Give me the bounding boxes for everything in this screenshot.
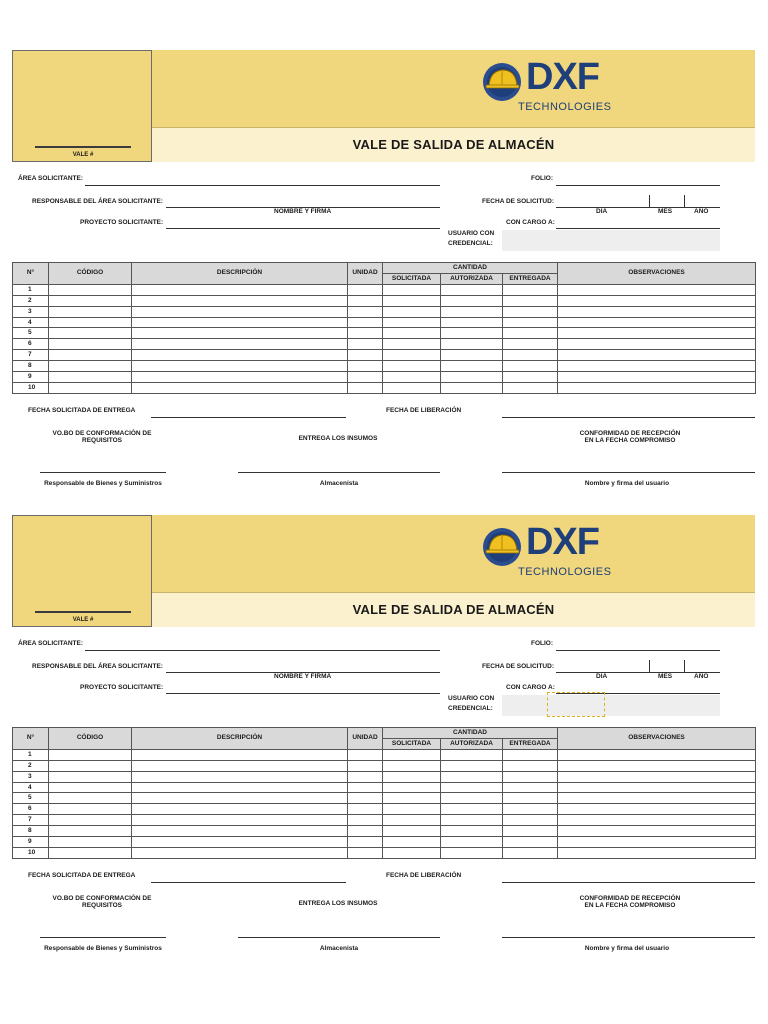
row-number: 10 <box>13 382 49 393</box>
form-title: VALE DE SALIDA DE ALMACÉN <box>352 137 555 152</box>
table-cell[interactable] <box>503 284 558 295</box>
table-cell[interactable] <box>49 771 132 782</box>
vale-number-box <box>12 50 152 162</box>
table-cell[interactable] <box>441 295 503 306</box>
table-cell[interactable] <box>132 284 348 295</box>
table-cell[interactable] <box>348 328 383 339</box>
row-number: 5 <box>13 328 49 339</box>
table-cell[interactable] <box>558 793 756 804</box>
usuario-label: USUARIO CON <box>448 695 495 702</box>
folio-input-line[interactable] <box>556 650 720 651</box>
table-cell[interactable] <box>132 771 348 782</box>
table-cell[interactable] <box>503 771 558 782</box>
vobo-label <box>32 430 172 444</box>
table-cell[interactable] <box>132 295 348 306</box>
credencial-input[interactable] <box>502 230 720 251</box>
table-cell[interactable] <box>132 328 348 339</box>
table-cell[interactable] <box>383 361 441 372</box>
vale-number-label: VALE # <box>72 617 94 623</box>
header-unidad: UNIDAD <box>348 263 383 285</box>
table-cell[interactable] <box>383 760 441 771</box>
row-number: 2 <box>13 760 49 771</box>
table-row <box>13 372 756 383</box>
conformidad-label-line-2: EN LA FECHA COMPROMISO <box>584 437 676 444</box>
table-cell[interactable] <box>383 295 441 306</box>
table-cell[interactable] <box>132 749 348 760</box>
table-cell[interactable] <box>132 350 348 361</box>
vobo-label-line-1: VO.BO DE CONFORMACIÓN DE <box>52 430 152 437</box>
header-autorizada: AUTORIZADA <box>441 738 503 749</box>
usuario-label: USUARIO CON <box>448 230 495 237</box>
table-cell[interactable] <box>348 382 383 393</box>
conformidad-label <box>560 430 700 444</box>
table-cell[interactable] <box>558 317 756 328</box>
conformidad-label-line-2: EN LA FECHA COMPROMISO <box>584 902 676 909</box>
table-cell[interactable] <box>503 837 558 848</box>
table-cell[interactable] <box>49 317 132 328</box>
header-num: N° <box>13 263 49 285</box>
conformidad-label-line-1: CONFORMIDAD DE RECEPCIÓN <box>579 430 681 437</box>
table-cell[interactable] <box>348 749 383 760</box>
fecha-entrega-label: FECHA SOLICITADA DE ENTREGA <box>28 407 136 414</box>
table-cell[interactable] <box>558 361 756 372</box>
table-cell[interactable] <box>348 317 383 328</box>
table-cell[interactable] <box>558 837 756 848</box>
table-cell[interactable] <box>49 826 132 837</box>
table-cell[interactable] <box>132 760 348 771</box>
header-observaciones: OBSERVACIONES <box>558 263 756 285</box>
table-cell[interactable] <box>383 837 441 848</box>
nombre-firma-label: NOMBRE Y FIRMA <box>274 673 332 680</box>
table-cell[interactable] <box>558 306 756 317</box>
conformidad-label-line-1: CONFORMIDAD DE RECEPCIÓN <box>579 895 681 902</box>
table-cell[interactable] <box>132 837 348 848</box>
table-cell[interactable] <box>558 826 756 837</box>
table-cell[interactable] <box>383 372 441 383</box>
table-row <box>13 760 756 771</box>
table-cell[interactable] <box>348 361 383 372</box>
logo-sub-text: TECHNOLOGIES <box>518 101 612 113</box>
table-cell[interactable] <box>383 317 441 328</box>
credencial-input[interactable] <box>502 695 720 716</box>
header-cantidad: CANTIDAD <box>383 728 558 739</box>
con-cargo-input-line[interactable] <box>556 228 720 229</box>
nombre-firma-label: NOMBRE Y FIRMA <box>274 208 332 215</box>
table-cell[interactable] <box>132 815 348 826</box>
vobo-label-line-1: VO.BO DE CONFORMACIÓN DE <box>52 895 152 902</box>
proyecto-label: PROYECTO SOLICITANTE: <box>80 219 164 226</box>
signature-line-2[interactable] <box>238 937 440 938</box>
table-cell[interactable] <box>383 350 441 361</box>
header-num: N° <box>13 728 49 750</box>
table-cell[interactable] <box>441 372 503 383</box>
row-number: 6 <box>13 339 49 350</box>
table-cell[interactable] <box>441 837 503 848</box>
table-cell[interactable] <box>441 317 503 328</box>
fecha-entrega-label: FECHA SOLICITADA DE ENTREGA <box>28 872 136 879</box>
header-entregada: ENTREGADA <box>503 738 558 749</box>
header-autorizada: AUTORIZADA <box>441 273 503 284</box>
table-cell[interactable] <box>383 328 441 339</box>
row-number: 5 <box>13 793 49 804</box>
table-cell[interactable] <box>132 382 348 393</box>
table-cell[interactable] <box>49 847 132 858</box>
vale-form-2 <box>12 515 755 960</box>
header-descripcion: DESCRIPCIÓN <box>132 263 348 285</box>
date-divider-1 <box>649 195 650 207</box>
fecha-liberacion-input-line[interactable] <box>502 882 755 883</box>
proyecto-input-line[interactable] <box>166 228 440 229</box>
signature-line-1[interactable] <box>40 937 166 938</box>
table-cell[interactable] <box>348 295 383 306</box>
vale-number-label: VALE # <box>72 152 94 158</box>
table-cell[interactable] <box>49 382 132 393</box>
table-cell[interactable] <box>49 815 132 826</box>
vobo-label <box>32 895 172 909</box>
table-cell[interactable] <box>49 361 132 372</box>
table-cell[interactable] <box>503 382 558 393</box>
table-cell[interactable] <box>503 793 558 804</box>
items-table-body <box>13 749 756 858</box>
selection-outline <box>547 692 605 717</box>
table-cell[interactable] <box>441 782 503 793</box>
table-row <box>13 804 756 815</box>
table-cell[interactable] <box>383 815 441 826</box>
table-cell[interactable] <box>49 306 132 317</box>
table-cell[interactable] <box>49 760 132 771</box>
table-cell[interactable] <box>503 350 558 361</box>
header-codigo: CÓDIGO <box>49 728 132 750</box>
row-number: 4 <box>13 317 49 328</box>
table-cell[interactable] <box>441 306 503 317</box>
table-cell[interactable] <box>441 339 503 350</box>
table-cell[interactable] <box>348 804 383 815</box>
table-row <box>13 771 756 782</box>
row-number: 6 <box>13 804 49 815</box>
row-number: 1 <box>13 284 49 295</box>
items-table <box>12 262 756 394</box>
table-cell[interactable] <box>441 284 503 295</box>
table-cell[interactable] <box>503 815 558 826</box>
responsable-label: RESPONSABLE DEL ÁREA SOLICITANTE: <box>32 663 163 670</box>
area-input-line[interactable] <box>85 650 440 651</box>
table-cell[interactable] <box>49 339 132 350</box>
table-cell[interactable] <box>132 339 348 350</box>
table-row <box>13 793 756 804</box>
area-label: ÁREA SOLICITANTE: <box>18 175 83 182</box>
date-divider-2 <box>684 195 685 207</box>
table-cell[interactable] <box>132 826 348 837</box>
table-cell[interactable] <box>132 306 348 317</box>
title-band <box>152 127 755 162</box>
logo-main-text: DXF <box>526 521 599 563</box>
row-number: 2 <box>13 295 49 306</box>
items-table-body <box>13 284 756 393</box>
table-cell[interactable] <box>441 361 503 372</box>
table-cell[interactable] <box>49 350 132 361</box>
table-cell[interactable] <box>503 826 558 837</box>
table-cell[interactable] <box>132 847 348 858</box>
vale-number-line <box>35 611 131 613</box>
table-cell[interactable] <box>383 847 441 858</box>
entrega-insumos-label: ENTREGA LOS INSUMOS <box>298 435 378 442</box>
table-row <box>13 317 756 328</box>
table-cell[interactable] <box>441 760 503 771</box>
form-header <box>12 515 755 628</box>
table-cell[interactable] <box>49 749 132 760</box>
table-cell[interactable] <box>383 826 441 837</box>
con-cargo-label: CON CARGO A: <box>506 684 555 691</box>
table-cell[interactable] <box>558 847 756 858</box>
table-cell[interactable] <box>383 793 441 804</box>
table-cell[interactable] <box>348 826 383 837</box>
signature-label-2: Almacenista <box>319 945 359 952</box>
header-unidad: UNIDAD <box>348 728 383 750</box>
fecha-liberacion-label: FECHA DE LIBERACIÓN <box>386 872 462 879</box>
table-cell[interactable] <box>348 782 383 793</box>
table-cell[interactable] <box>132 372 348 383</box>
table-cell[interactable] <box>503 339 558 350</box>
entrega-insumos-label: ENTREGA LOS INSUMOS <box>298 900 378 907</box>
table-cell[interactable] <box>49 372 132 383</box>
header-observaciones: OBSERVACIONES <box>558 728 756 750</box>
table-cell[interactable] <box>441 793 503 804</box>
items-table <box>12 727 756 859</box>
table-cell[interactable] <box>441 847 503 858</box>
header-cantidad: CANTIDAD <box>383 263 558 274</box>
vobo-label-line-2: REQUISITOS <box>82 437 122 444</box>
table-cell[interactable] <box>558 749 756 760</box>
table-row <box>13 339 756 350</box>
table-cell[interactable] <box>558 815 756 826</box>
header-codigo: CÓDIGO <box>49 263 132 285</box>
con-cargo-label: CON CARGO A: <box>506 219 555 226</box>
table-cell[interactable] <box>441 826 503 837</box>
table-cell[interactable] <box>558 771 756 782</box>
table-cell[interactable] <box>503 306 558 317</box>
company-logo <box>480 58 620 120</box>
credencial-label: CREDENCIAL: <box>448 240 493 247</box>
signature-label-2: Almacenista <box>319 480 359 487</box>
signature-label-1: Responsable de Bienes y Suministros <box>44 480 162 487</box>
credencial-label: CREDENCIAL: <box>448 705 493 712</box>
proyecto-input-line[interactable] <box>166 693 440 694</box>
table-row <box>13 837 756 848</box>
vobo-label-line-2: REQUISITOS <box>82 902 122 909</box>
fecha-liberacion-label: FECHA DE LIBERACIÓN <box>386 407 462 414</box>
table-cell[interactable] <box>503 847 558 858</box>
fecha-entrega-input-line[interactable] <box>151 882 346 883</box>
table-row <box>13 295 756 306</box>
vale-number-box <box>12 515 152 627</box>
table-cell[interactable] <box>441 350 503 361</box>
responsable-label: RESPONSABLE DEL ÁREA SOLICITANTE: <box>32 198 163 205</box>
table-cell[interactable] <box>503 361 558 372</box>
table-cell[interactable] <box>441 749 503 760</box>
table-cell[interactable] <box>348 339 383 350</box>
table-cell[interactable] <box>383 771 441 782</box>
table-cell[interactable] <box>132 793 348 804</box>
table-cell[interactable] <box>49 804 132 815</box>
table-cell[interactable] <box>558 295 756 306</box>
table-cell[interactable] <box>348 837 383 848</box>
table-cell[interactable] <box>503 372 558 383</box>
proyecto-label: PROYECTO SOLICITANTE: <box>80 684 164 691</box>
table-cell[interactable] <box>558 804 756 815</box>
table-cell[interactable] <box>558 372 756 383</box>
table-cell[interactable] <box>49 328 132 339</box>
logo-sub-text: TECHNOLOGIES <box>518 566 612 578</box>
table-row <box>13 826 756 837</box>
table-cell[interactable] <box>348 306 383 317</box>
header-solicitada: SOLICITADA <box>383 738 441 749</box>
table-cell[interactable] <box>348 771 383 782</box>
ano-label: AÑO <box>694 208 709 215</box>
signature-label-3: Nombre y firma del usuario <box>584 945 670 952</box>
date-divider-2 <box>684 660 685 672</box>
signature-line-3[interactable] <box>502 937 755 938</box>
header-solicitada: SOLICITADA <box>383 273 441 284</box>
table-cell[interactable] <box>383 339 441 350</box>
table-cell[interactable] <box>49 284 132 295</box>
table-cell[interactable] <box>558 284 756 295</box>
table-row <box>13 815 756 826</box>
area-input-line[interactable] <box>85 185 440 186</box>
row-number: 9 <box>13 372 49 383</box>
form-title: VALE DE SALIDA DE ALMACÉN <box>352 602 555 617</box>
fecha-solicitud-label: FECHA DE SOLICITUD: <box>482 198 554 205</box>
table-cell[interactable] <box>348 847 383 858</box>
mes-label: MES <box>658 208 673 215</box>
table-row <box>13 284 756 295</box>
row-number: 8 <box>13 361 49 372</box>
table-cell[interactable] <box>441 328 503 339</box>
dia-label: DIA <box>596 673 608 680</box>
vale-form-1 <box>12 50 755 495</box>
table-cell[interactable] <box>383 782 441 793</box>
table-row <box>13 847 756 858</box>
row-number: 7 <box>13 815 49 826</box>
folio-input-line[interactable] <box>556 185 720 186</box>
table-cell[interactable] <box>348 793 383 804</box>
fecha-solicitud-label: FECHA DE SOLICITUD: <box>482 663 554 670</box>
row-number: 3 <box>13 306 49 317</box>
header-descripcion: DESCRIPCIÓN <box>132 728 348 750</box>
table-cell[interactable] <box>132 782 348 793</box>
table-cell[interactable] <box>132 804 348 815</box>
table-cell[interactable] <box>558 350 756 361</box>
signature-label-1: Responsable de Bienes y Suministros <box>44 945 162 952</box>
table-row <box>13 782 756 793</box>
signature-line-2[interactable] <box>238 472 440 473</box>
row-number: 3 <box>13 771 49 782</box>
table-cell[interactable] <box>558 382 756 393</box>
folio-label: FOLIO: <box>531 640 554 647</box>
table-cell[interactable] <box>132 317 348 328</box>
form-header <box>12 50 755 163</box>
row-number: 4 <box>13 782 49 793</box>
table-cell[interactable] <box>441 771 503 782</box>
dia-label: DIA <box>596 208 608 215</box>
table-cell[interactable] <box>503 782 558 793</box>
table-row <box>13 350 756 361</box>
row-number: 7 <box>13 350 49 361</box>
table-cell[interactable] <box>49 782 132 793</box>
table-row <box>13 361 756 372</box>
table-row <box>13 382 756 393</box>
signature-line-3[interactable] <box>502 472 755 473</box>
table-cell[interactable] <box>503 760 558 771</box>
table-cell[interactable] <box>503 317 558 328</box>
row-number: 8 <box>13 826 49 837</box>
ano-label: AÑO <box>694 673 709 680</box>
table-cell[interactable] <box>503 749 558 760</box>
table-cell[interactable] <box>348 815 383 826</box>
table-cell[interactable] <box>132 361 348 372</box>
title-band <box>152 592 755 627</box>
logo-main-text: DXF <box>526 56 599 98</box>
vale-number-line <box>35 146 131 148</box>
mes-label: MES <box>658 673 673 680</box>
table-cell[interactable] <box>558 339 756 350</box>
folio-label: FOLIO: <box>531 175 554 182</box>
date-divider-1 <box>649 660 650 672</box>
row-number: 9 <box>13 837 49 848</box>
company-logo <box>480 523 620 585</box>
table-cell[interactable] <box>49 295 132 306</box>
table-cell[interactable] <box>441 804 503 815</box>
table-cell[interactable] <box>383 284 441 295</box>
logo-band <box>152 50 755 127</box>
table-cell[interactable] <box>503 295 558 306</box>
table-cell[interactable] <box>558 782 756 793</box>
signature-label-3: Nombre y firma del usuario <box>584 480 670 487</box>
table-cell[interactable] <box>348 350 383 361</box>
fecha-liberacion-input-line[interactable] <box>502 417 755 418</box>
table-cell[interactable] <box>49 837 132 848</box>
table-cell[interactable] <box>348 284 383 295</box>
table-cell[interactable] <box>383 306 441 317</box>
table-cell[interactable] <box>503 328 558 339</box>
area-label: ÁREA SOLICITANTE: <box>18 640 83 647</box>
signature-line-1[interactable] <box>40 472 166 473</box>
header-entregada: ENTREGADA <box>503 273 558 284</box>
fecha-entrega-input-line[interactable] <box>151 417 346 418</box>
logo-band <box>152 515 755 592</box>
table-cell[interactable] <box>383 749 441 760</box>
table-row <box>13 749 756 760</box>
row-number: 10 <box>13 847 49 858</box>
table-cell[interactable] <box>441 382 503 393</box>
conformidad-label <box>560 895 700 909</box>
table-cell[interactable] <box>348 372 383 383</box>
table-cell[interactable] <box>558 328 756 339</box>
table-row <box>13 306 756 317</box>
table-cell[interactable] <box>558 760 756 771</box>
table-cell[interactable] <box>348 760 383 771</box>
table-cell[interactable] <box>441 815 503 826</box>
row-number: 1 <box>13 749 49 760</box>
table-row <box>13 328 756 339</box>
table-cell[interactable] <box>383 804 441 815</box>
table-cell[interactable] <box>49 793 132 804</box>
table-cell[interactable] <box>383 382 441 393</box>
table-cell[interactable] <box>503 804 558 815</box>
